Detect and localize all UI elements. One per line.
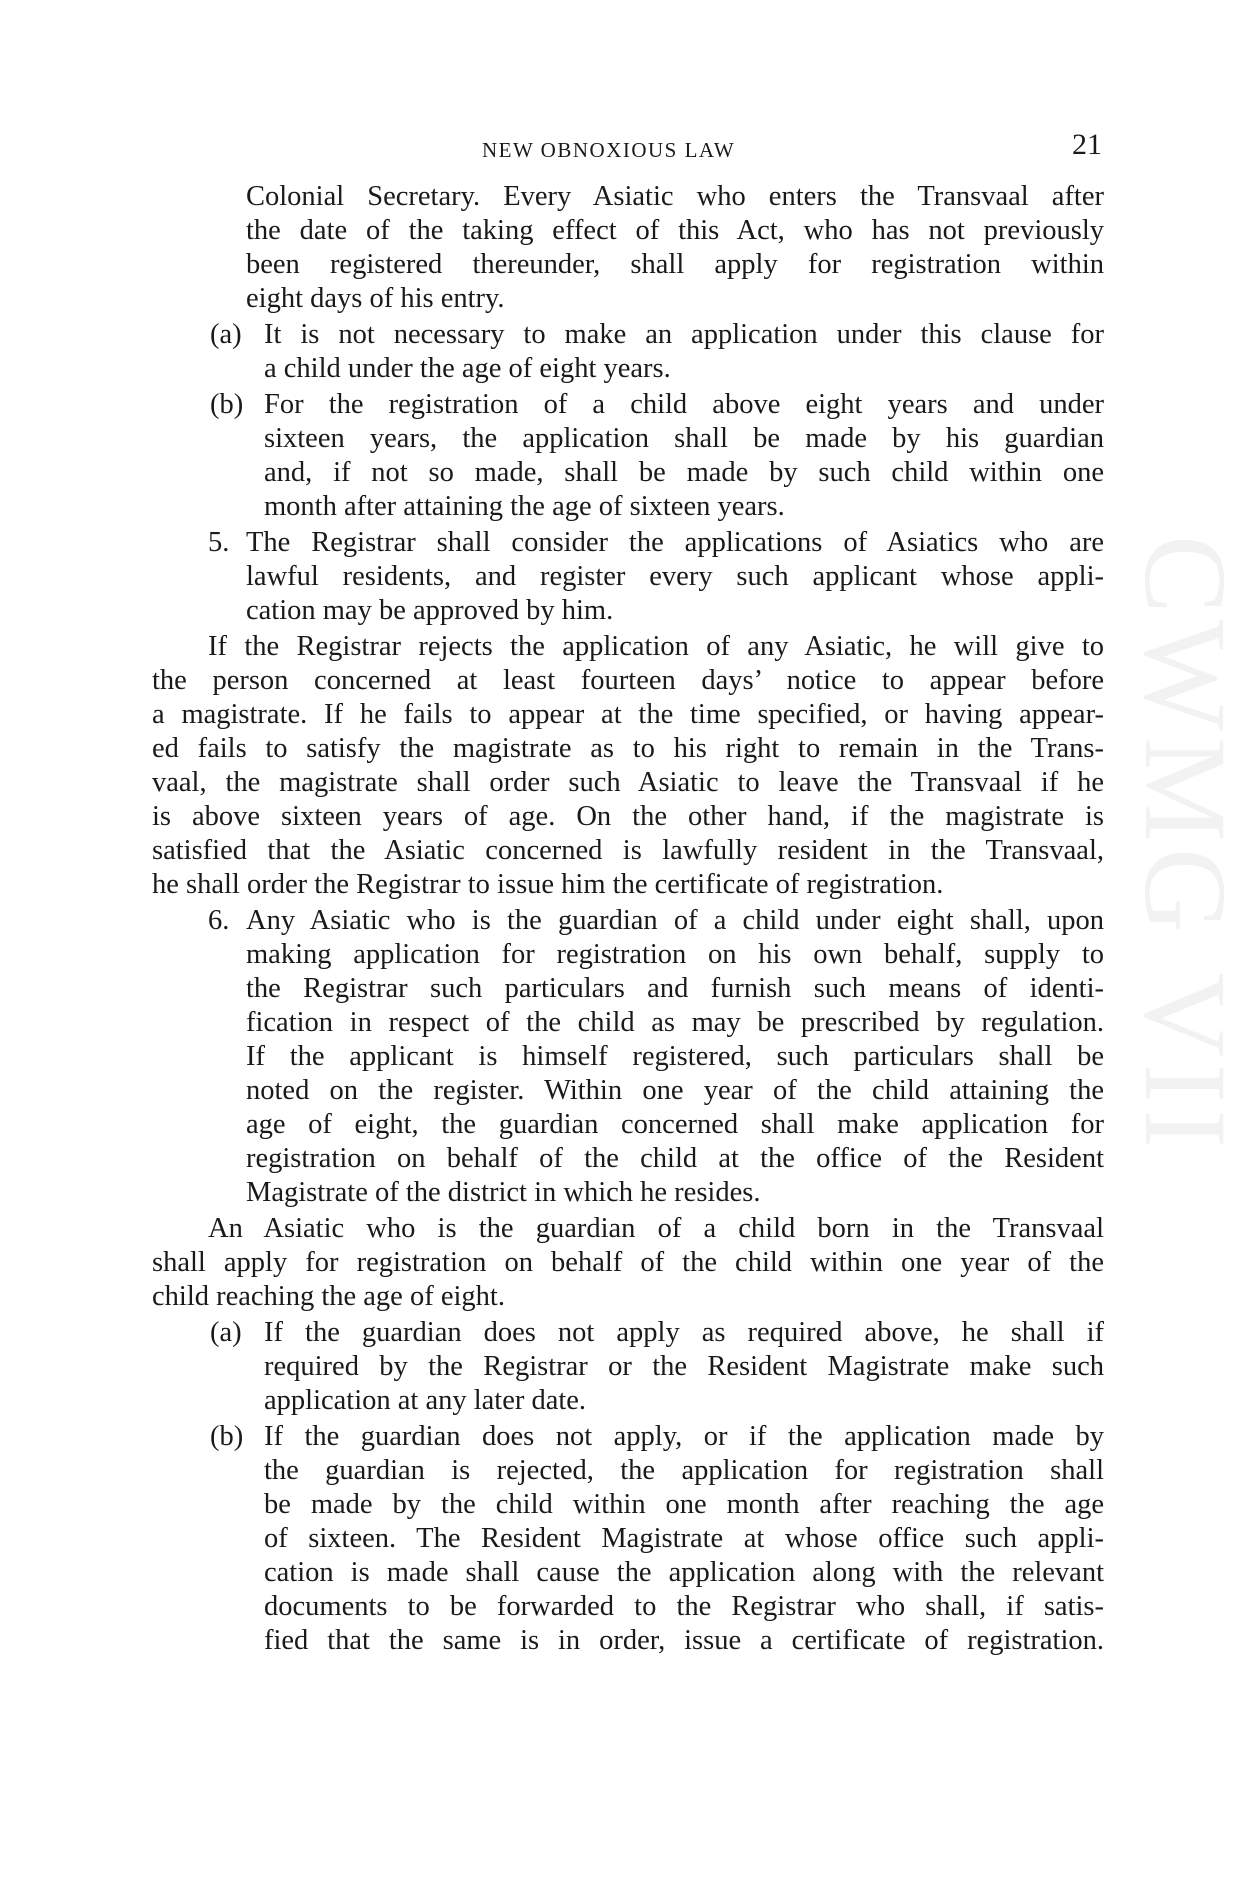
clause-item-a [152,1316,1104,1418]
text-line: be made by the child within one month after reaching the age [264,1489,1104,1520]
text-line: the date of the taking effect of this Act, who has not previously [246,215,1104,246]
text-line: sixteen years, the application shall be made by his guardian [264,423,1104,454]
watermark: CWMG VII [1120,535,1251,1155]
text-line: registration on behalf of the child at the office of the Resident [246,1143,1104,1174]
clause-marker: (a) [210,1317,242,1348]
text-line: making application for registration on his own behalf, supply to [246,939,1104,970]
text-line: age of eight, the guardian concerned shall make application for [246,1109,1104,1140]
text-line: If the Registrar rejects the application of any Asiatic, he will give to [208,631,1104,662]
text-line: If the applicant is himself registered, such particulars shall be [246,1041,1104,1072]
text-line: The Registrar shall consider the applications of Asiatics who are [246,527,1104,558]
text-line: is above sixteen years of age. On the other hand, if the magistrate is [152,801,1104,832]
text-line: month after attaining the age of sixteen years. [264,491,785,522]
text-line: If the guardian does not apply as required above, he shall if [264,1317,1104,1348]
clause-item-a [152,318,1104,386]
section-number: 6. [208,905,230,936]
text-line: For the registration of a child above eight years and under [264,389,1104,420]
text-line: child reaching the age of eight. [152,1281,505,1312]
text-line: Colonial Secretary. Every Asiatic who enters the Transvaal after [246,181,1104,212]
text-line: of sixteen. The Resident Magistrate at whose office such appli- [264,1523,1104,1554]
text-line: a magistrate. If he fails to appear at the time specified, or having appear- [152,699,1104,730]
text-line: the guardian is rejected, the application for registration shall [264,1455,1104,1486]
text-line: cation may be approved by him. [246,595,614,626]
text-line: a child under the age of eight years. [264,353,671,384]
clause-item-b [152,388,1104,524]
clause-marker: (b) [210,1421,244,1452]
continued-paragraph [246,180,1104,316]
section-6 [152,904,1104,1210]
text-line: An Asiatic who is the guardian of a child born in the Transvaal [208,1213,1104,1244]
text-line: vaal, the magistrate shall order such Asiatic to leave the Transvaal if he [152,767,1104,798]
text-line: cation is made shall cause the application along with the relevant [264,1557,1104,1588]
clause-marker: (b) [210,389,244,420]
text-line: documents to be forwarded to the Registrar who shall, if satis- [264,1591,1104,1622]
text-line: Any Asiatic who is the guardian of a child under eight shall, upon [246,905,1104,936]
running-head [0,128,1229,168]
text-line: fied that the same is in order, issue a certificate of registration. [264,1625,1104,1656]
text-line: satisfied that the Asiatic concerned is lawfully resident in the Transvaal, [152,835,1104,866]
text-line: application at any later date. [264,1385,587,1416]
text-line: the Registrar such particulars and furnish such means of identi- [246,973,1104,1004]
text-line: shall apply for registration on behalf of the child within one year of the [152,1247,1104,1278]
paragraph-rejection [152,630,1104,902]
section-5 [152,526,1104,628]
page-number: 21 [1072,128,1102,161]
text-line: It is not necessary to make an application under this clause for [264,319,1104,350]
text-line: the person concerned at least fourteen days’ notice to appear before [152,665,1104,696]
clause-marker: (a) [210,319,242,350]
paragraph-guardian [152,1212,1104,1314]
text-line: Magistrate of the district in which he resides. [246,1177,761,1208]
text-line: ed fails to satisfy the magistrate as to his right to remain in the Trans- [152,733,1104,764]
text-line: noted on the register. Within one year of the child attaining the [246,1075,1104,1106]
text-line: and, if not so made, shall be made by such child within one [264,457,1104,488]
text-line: eight days of his entry. [246,283,505,314]
text-line: required by the Registrar or the Resident Magistrate make such [264,1351,1104,1382]
body-text [152,180,1104,1660]
text-line: fication in respect of the child as may be prescribed by regulation. [246,1007,1104,1038]
running-title: NEW OBNOXIOUS LAW [482,138,736,162]
clause-item-b [152,1420,1104,1658]
text-line: he shall order the Registrar to issue him the certificate of registration. [152,869,944,900]
text-line: lawful residents, and register every such applicant whose appli- [246,561,1104,592]
section-number: 5. [208,527,230,558]
text-line: If the guardian does not apply, or if the application made by [264,1421,1104,1452]
text-line: been registered thereunder, shall apply for registration within [246,249,1104,280]
